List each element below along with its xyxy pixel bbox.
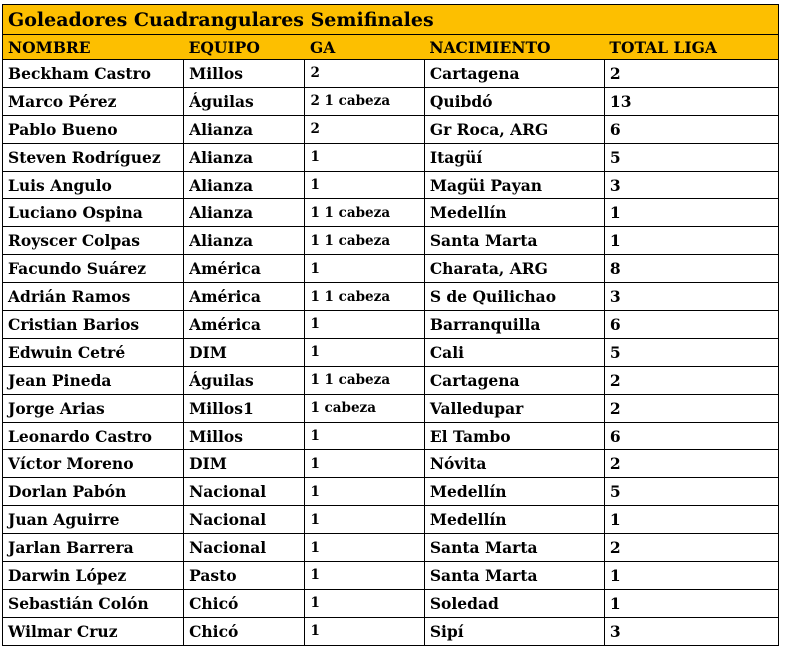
cell-nombre: Sebastián Colón	[3, 589, 184, 617]
cell-nacimiento: Medellín	[424, 199, 604, 227]
header-nacimiento: NACIMIENTO	[424, 35, 604, 60]
cell-equipo: Nacional	[184, 534, 305, 562]
header-ga: GA	[305, 35, 424, 60]
cell-ga: 1	[305, 450, 424, 478]
cell-nombre: Adrián Ramos	[3, 283, 184, 311]
cell-nombre: Pablo Bueno	[3, 115, 184, 143]
table-row	[3, 311, 779, 339]
cell-ga: 1	[305, 311, 424, 339]
cell-equipo: Nacional	[184, 478, 305, 506]
cell-nacimiento: Santa Marta	[424, 534, 604, 562]
cell-equipo: Nacional	[184, 506, 305, 534]
cell-equipo: Alianza	[184, 115, 305, 143]
cell-nombre: Facundo Suárez	[3, 255, 184, 283]
table-row	[3, 422, 779, 450]
cell-nombre: Beckham Castro	[3, 60, 184, 88]
cell-nombre: Wilmar Cruz	[3, 617, 184, 645]
cell-nombre: Luis Angulo	[3, 171, 184, 199]
cell-nombre: Darwin López	[3, 562, 184, 590]
cell-total-liga: 2	[604, 366, 778, 394]
cell-equipo: Pasto	[184, 562, 305, 590]
cell-ga: 2	[305, 60, 424, 88]
table-row	[3, 115, 779, 143]
cell-ga: 1	[305, 143, 424, 171]
table-row	[3, 199, 779, 227]
cell-total-liga: 3	[604, 617, 778, 645]
cell-equipo: DIM	[184, 338, 305, 366]
cell-total-liga: 5	[604, 143, 778, 171]
header-nombre: NOMBRE	[3, 35, 184, 60]
table-row	[3, 394, 779, 422]
table-title: Goleadores Cuadrangulares Semifinales	[3, 5, 779, 35]
header-row	[3, 35, 779, 60]
cell-ga: 1 cabeza	[305, 394, 424, 422]
table-row	[3, 87, 779, 115]
cell-ga: 2	[305, 115, 424, 143]
cell-nombre: Víctor Moreno	[3, 450, 184, 478]
cell-total-liga: 1	[604, 199, 778, 227]
table-row	[3, 506, 779, 534]
cell-equipo: Millos	[184, 422, 305, 450]
scorers-table-container	[2, 4, 779, 646]
table-row	[3, 534, 779, 562]
table-row	[3, 171, 779, 199]
cell-total-liga: 5	[604, 478, 778, 506]
table-row	[3, 60, 779, 88]
cell-nacimiento: Medellín	[424, 478, 604, 506]
cell-nombre: Jarlan Barrera	[3, 534, 184, 562]
cell-ga: 1 1 cabeza	[305, 199, 424, 227]
table-row	[3, 255, 779, 283]
cell-equipo: Chicó	[184, 617, 305, 645]
cell-total-liga: 2	[604, 60, 778, 88]
cell-nacimiento: Cali	[424, 338, 604, 366]
cell-equipo: Águilas	[184, 87, 305, 115]
cell-total-liga: 6	[604, 422, 778, 450]
cell-equipo: Chicó	[184, 589, 305, 617]
cell-nombre: Juan Aguirre	[3, 506, 184, 534]
table-row	[3, 227, 779, 255]
cell-total-liga: 13	[604, 87, 778, 115]
cell-nacimiento: Sipí	[424, 617, 604, 645]
cell-nacimiento: Santa Marta	[424, 227, 604, 255]
cell-ga: 1	[305, 171, 424, 199]
cell-equipo: Alianza	[184, 199, 305, 227]
table-row	[3, 478, 779, 506]
cell-total-liga: 2	[604, 534, 778, 562]
cell-nacimiento: Soledad	[424, 589, 604, 617]
cell-nacimiento: Santa Marta	[424, 562, 604, 590]
cell-total-liga: 8	[604, 255, 778, 283]
cell-nombre: Royscer Colpas	[3, 227, 184, 255]
cell-nombre: Jean Pineda	[3, 366, 184, 394]
cell-nombre: Steven Rodríguez	[3, 143, 184, 171]
cell-nombre: Cristian Barios	[3, 311, 184, 339]
table-row	[3, 589, 779, 617]
cell-equipo: Alianza	[184, 227, 305, 255]
cell-total-liga: 2	[604, 394, 778, 422]
cell-nacimiento: Itagüí	[424, 143, 604, 171]
cell-nombre: Edwuin Cetré	[3, 338, 184, 366]
cell-total-liga: 6	[604, 311, 778, 339]
cell-ga: 1	[305, 422, 424, 450]
cell-total-liga: 5	[604, 338, 778, 366]
cell-total-liga: 2	[604, 450, 778, 478]
cell-equipo: Alianza	[184, 171, 305, 199]
title-row	[3, 5, 779, 35]
header-equipo: EQUIPO	[184, 35, 305, 60]
cell-total-liga: 1	[604, 227, 778, 255]
cell-total-liga: 3	[604, 171, 778, 199]
cell-nacimiento: Quibdó	[424, 87, 604, 115]
cell-nacimiento: Gr Roca, ARG	[424, 115, 604, 143]
cell-nacimiento: Magüi Payan	[424, 171, 604, 199]
cell-nacimiento: Cartagena	[424, 366, 604, 394]
cell-equipo: Águilas	[184, 366, 305, 394]
cell-equipo: Millos1	[184, 394, 305, 422]
cell-ga: 1	[305, 534, 424, 562]
cell-ga: 1	[305, 338, 424, 366]
cell-ga: 2 1 cabeza	[305, 87, 424, 115]
table-row	[3, 562, 779, 590]
cell-nacimiento: Medellín	[424, 506, 604, 534]
cell-ga: 1 1 cabeza	[305, 366, 424, 394]
cell-ga: 1	[305, 589, 424, 617]
cell-ga: 1 1 cabeza	[305, 283, 424, 311]
cell-nombre: Leonardo Castro	[3, 422, 184, 450]
cell-equipo: América	[184, 311, 305, 339]
table-row	[3, 366, 779, 394]
cell-total-liga: 1	[604, 562, 778, 590]
table-row	[3, 283, 779, 311]
cell-nombre: Jorge Arias	[3, 394, 184, 422]
cell-nacimiento: Barranquilla	[424, 311, 604, 339]
cell-nacimiento: Nóvita	[424, 450, 604, 478]
cell-nacimiento: S de Quilichao	[424, 283, 604, 311]
table-row	[3, 338, 779, 366]
cell-nacimiento: El Tambo	[424, 422, 604, 450]
cell-equipo: América	[184, 283, 305, 311]
cell-equipo: América	[184, 255, 305, 283]
cell-ga: 1	[305, 562, 424, 590]
cell-ga: 1	[305, 478, 424, 506]
cell-nombre: Marco Pérez	[3, 87, 184, 115]
cell-total-liga: 3	[604, 283, 778, 311]
cell-ga: 1	[305, 617, 424, 645]
cell-equipo: DIM	[184, 450, 305, 478]
table-row	[3, 143, 779, 171]
cell-nombre: Dorlan Pabón	[3, 478, 184, 506]
table-row	[3, 617, 779, 645]
header-total-liga: TOTAL LIGA	[604, 35, 778, 60]
cell-ga: 1	[305, 255, 424, 283]
cell-equipo: Alianza	[184, 143, 305, 171]
cell-nacimiento: Cartagena	[424, 60, 604, 88]
cell-nacimiento: Charata, ARG	[424, 255, 604, 283]
cell-equipo: Millos	[184, 60, 305, 88]
cell-total-liga: 1	[604, 589, 778, 617]
cell-total-liga: 6	[604, 115, 778, 143]
cell-ga: 1	[305, 506, 424, 534]
cell-total-liga: 1	[604, 506, 778, 534]
cell-nombre: Luciano Ospina	[3, 199, 184, 227]
scorers-table	[2, 4, 779, 646]
cell-nacimiento: Valledupar	[424, 394, 604, 422]
cell-ga: 1 1 cabeza	[305, 227, 424, 255]
table-row	[3, 450, 779, 478]
